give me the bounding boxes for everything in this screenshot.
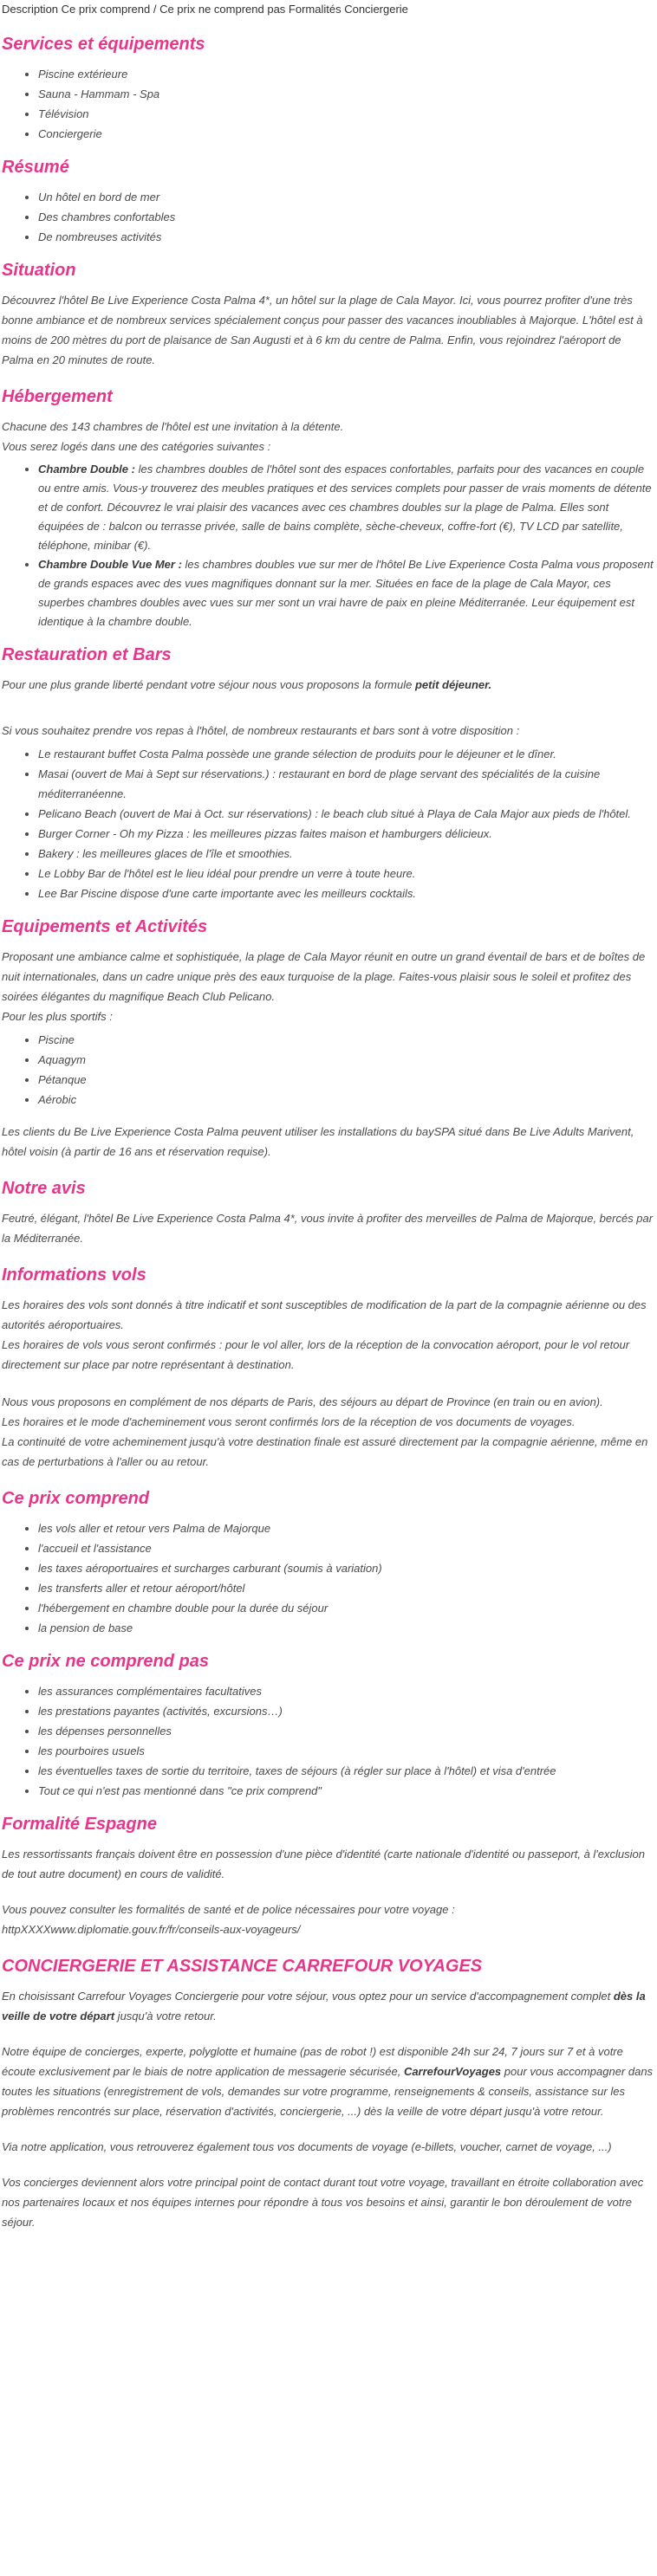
resume-list bbox=[2, 187, 655, 247]
equipements-text: Proposant une ambiance calme et sophistiquée, la plage de Cala Mayor réunit en outre un grand éventail de bars et de boîtes de nuit internationales, dans un cadre unique près des eaux turquoise de la plage. Faites-vous plaisir sous le soleil et profitez des soirées élégantes du magnifique Beach Club Pelicano. bbox=[2, 950, 646, 1003]
vols-p4: Les horaires et le mode d'acheminement vous seront confirmés lors de la réception de vos documents de voyages. bbox=[2, 1415, 576, 1428]
section-situation bbox=[2, 259, 655, 370]
list-item: • les dépenses personnelles bbox=[38, 1721, 655, 1741]
vols-p3: Nous vous proposons en complément de nos départs de Paris, des séjours au départ de Province (en train ou en avion). bbox=[2, 1395, 603, 1408]
section-comprend bbox=[2, 1487, 655, 1638]
conciergerie-p3: Via notre application, vous retrouverez également tous vos documents de voyage (e-billets, voucher, carnet de voyage, ...) bbox=[2, 2140, 612, 2153]
list-item: • Bakery : les meilleures glaces de l'île et smoothies. bbox=[38, 844, 655, 864]
formalite-p2: Vous pouvez consulter les formalités de santé et de police nécessaires pour votre voyage : bbox=[2, 1903, 455, 1916]
list-item: • les pourboires usuels bbox=[38, 1741, 655, 1761]
list-item: • les éventuelles taxes de sortie du territoire, taxes de séjours (à régler sur place à l'hôtel) et visa d'entrée bbox=[38, 1761, 655, 1781]
list-item: • De nombreuses activités bbox=[38, 227, 655, 247]
hebergement-intro bbox=[2, 417, 655, 456]
room-item bbox=[38, 555, 655, 631]
list-item: • les vols aller et retour vers Palma de Majorque bbox=[38, 1518, 655, 1538]
avis-heading: Notre avis bbox=[2, 1179, 86, 1198]
room-text: les chambres doubles de l'hôtel sont des espaces confortables, parfaits pour des vacances en couple ou entre amis. Vous-y trouverez des meubles pratiques et des services complets pour passer de vrais moments de détente et de confort. Découvrez le vrai plaisir des vacances avec ces chambres doubles sur la plage de Palma. Elles sont équipées de : balcon ou terrasse privée, salle de bains complète, sèche-cheveux, coffre-fort (€), TV LCD par satellite, téléphone, minibar (€). bbox=[38, 463, 652, 552]
section-avis bbox=[2, 1177, 655, 1248]
list-item: • les assurances complémentaires facultatives bbox=[38, 1681, 655, 1701]
section-restauration bbox=[2, 644, 655, 903]
list-item: • Aquagym bbox=[38, 1050, 655, 1070]
list-item: • Lee Bar Piscine dispose d'une carte importante avec les meilleurs cocktails. bbox=[38, 883, 655, 903]
list-item: • les transferts aller et retour aéroport/hôtel bbox=[38, 1578, 655, 1598]
conciergerie-p1-bold: dès la veille de votre départ bbox=[2, 1990, 646, 2023]
conciergerie-p1-end: jusqu'à votre retour. bbox=[114, 2010, 217, 2023]
conciergerie-p1 bbox=[2, 1986, 655, 2026]
section-conciergerie bbox=[2, 1955, 655, 2232]
services-heading: Services et équipements bbox=[2, 35, 205, 54]
list-item: • Télévision bbox=[38, 104, 655, 124]
vols-p1: Les horaires des vols sont donnés à titre indicatif et sont susceptibles de modification de la part de la compagnie aérienne ou des autorités aéroportuaires. bbox=[2, 1298, 647, 1331]
hebergement-intro-2: Vous serez logés dans une des catégories suivantes : bbox=[2, 440, 271, 453]
list-item: • Tout ce qui n'est pas mentionné dans "ce prix comprend" bbox=[38, 1781, 655, 1801]
avis-text: Feutré, élégant, l'hôtel Be Live Experience Costa Palma 4*, vous invite à profiter des merveilles de Palma de Majorque, bercés par la Méditerranée. bbox=[2, 1212, 654, 1245]
section-formalite bbox=[2, 1813, 655, 1939]
list-item: • Pelicano Beach (ouvert de Mai à Oct. sur réservations) : le beach club situé à Playa de Cala Major aux pieds de l'hôtel. bbox=[38, 804, 655, 824]
conciergerie-p2-bold: CarrefourVoyages bbox=[403, 2065, 502, 2078]
tabs-line: Description Ce prix comprend / Ce prix ne comprend pas Formalités Conciergerie bbox=[2, 3, 408, 16]
room-item bbox=[38, 460, 655, 555]
sports-list bbox=[2, 1030, 655, 1110]
vols-p5: La continuité de votre acheminement jusqu'à votre destination finale est assuré directement par la compagnie aérienne, même en cas de perturbations à l'aller ou au retour. bbox=[2, 1435, 648, 1468]
restaurants-list bbox=[2, 744, 655, 903]
equipements-text-block bbox=[2, 947, 655, 1026]
ne-comprend-heading: Ce prix ne comprend pas bbox=[2, 1652, 209, 1671]
restauration-heading: Restauration et Bars bbox=[2, 645, 172, 664]
list-item: • Aérobic bbox=[38, 1090, 655, 1110]
vols-p2: Les horaires de vols vous seront confirmés : pour le vol aller, lors de la réception de la convocation aéroport, pour le vol retour directement sur place par notre représentant à destination. bbox=[2, 1338, 630, 1371]
list-item: • Un hôtel en bord de mer bbox=[38, 187, 655, 207]
list-item: • Pétanque bbox=[38, 1070, 655, 1090]
list-item: • Le restaurant buffet Costa Palma possède une grande sélection de produits pour le déjeuner et le dîner. bbox=[38, 744, 655, 764]
list-item: • la pension de base bbox=[38, 1618, 655, 1638]
list-item: • Piscine bbox=[38, 1030, 655, 1050]
formalite-heading: Formalité Espagne bbox=[2, 1815, 157, 1834]
list-item: • Sauna - Hammam - Spa bbox=[38, 84, 655, 104]
spa-text: Les clients du Be Live Experience Costa Palma peuvent utiliser les installations du baySPA situé dans Be Live Adults Marivent, hôtel voisin (à partir de 16 ans et réservation requise). bbox=[2, 1125, 634, 1158]
list-item: • Le Lobby Bar de l'hôtel est le lieu idéal pour prendre un verre à toute heure. bbox=[38, 864, 655, 883]
restauration-intro-2: Si vous souhaitez prendre vos repas à l'hôtel, de nombreux restaurants et bars sont à votre disposition : bbox=[2, 724, 520, 737]
room-text: les chambres doubles vue sur mer de l'hôtel Be Live Experience Costa Palma vous proposent de grands espaces avec des vues magnifiques donnant sur la mer. Situées en face de la plage de Cala Mayor, ces superbes chambres doubles avec vues sur mer sont un vrai havre de paix en pleine Méditerranée. Leur équipement est identique à la chambre double. bbox=[38, 558, 654, 628]
situation-heading: Situation bbox=[2, 261, 76, 280]
list-item: • Conciergerie bbox=[38, 124, 655, 144]
formalite-link: httpXXXXwww.diplomatie.gouv.fr/fr/conseils-aux-voyageurs/ bbox=[2, 1923, 301, 1936]
vols-block-1 bbox=[2, 1295, 655, 1375]
list-item: • Burger Corner - Oh my Pizza : les meilleures pizzas faites maison et hamburgers délicieux. bbox=[38, 824, 655, 844]
conciergerie-p2-end: pour vous accompagner dans toutes les situations (enregistrement de vols, demandes sur votre programme, renseignements & conseils, assistance sur les problèmes rencontrés sur place, réservation d'activités, conciergerie, ...) dès la veille de votre départ jusqu'à votre retour. bbox=[2, 2065, 654, 2118]
section-equipements bbox=[2, 916, 655, 1162]
ne-comprend-list bbox=[2, 1681, 655, 1801]
list-item: • l'hébergement en chambre double pour la durée du séjour bbox=[38, 1598, 655, 1618]
conciergerie-p2-text: Notre équipe de concierges, experte, polyglotte et humaine (pas de robot !) est disponible 24h sur 24, 7 jours sur 7 et à votre écoute exclusivement par le biais de notre application de messagerie sécurisée, bbox=[2, 2045, 623, 2078]
room-name: Chambre Double : bbox=[38, 463, 135, 476]
formalite-p1: Les ressortissants français doivent être en possession d'une pièce d'identité (carte nationale d'identité ou passeport, à l'exclusion de tout autre document) en cours de validité. bbox=[2, 1848, 645, 1880]
spacer bbox=[2, 703, 655, 721]
section-services bbox=[2, 33, 655, 144]
conciergerie-p2 bbox=[2, 2042, 655, 2121]
restauration-intro-text: Pour une plus grande liberté pendant votre séjour nous vous proposons la formule bbox=[2, 678, 415, 691]
conciergerie-p1-text: En choisissant Carrefour Voyages Conciergerie pour votre séjour, vous optez pour un service d'accompagnement complet bbox=[2, 1990, 614, 2003]
hebergement-intro-1: Chacune des 143 chambres de l'hôtel est une invitation à la détente. bbox=[2, 420, 344, 433]
hebergement-heading: Hébergement bbox=[2, 387, 113, 406]
vols-heading: Informations vols bbox=[2, 1265, 146, 1285]
section-vols bbox=[2, 1264, 655, 1472]
equipements-heading: Equipements et Activités bbox=[2, 917, 208, 936]
resume-heading: Résumé bbox=[2, 158, 69, 177]
situation-text: Découvrez l'hôtel Be Live Experience Costa Palma 4*, un hôtel sur la plage de Cala Mayor. Ici, vous pourrez profiter d'une très bonne ambiance et de nombreux services spécialement conçus pour passer des vacances inoubliables à Majorque. L'hôtel est à moins de 200 mètres du port de plaisance de San Augusti et à 6 km du centre de Palma. Enfin, vous rejoindrez l'aéroport de Palma en 20 minutes de route. bbox=[2, 294, 643, 366]
comprend-list bbox=[2, 1518, 655, 1638]
restauration-intro bbox=[2, 675, 655, 695]
list-item: • Des chambres confortables bbox=[38, 207, 655, 227]
restauration-intro-bold: petit déjeuner. bbox=[414, 678, 492, 691]
list-item: • Masai (ouvert de Mai à Sept sur réservations.) : restaurant en bord de plage servant des spécialités de la cuisine méditerranéenne. bbox=[38, 764, 655, 804]
comprend-heading: Ce prix comprend bbox=[2, 1489, 150, 1508]
list-item: • l'accueil et l'assistance bbox=[38, 1538, 655, 1558]
spacer bbox=[2, 1375, 655, 1392]
vols-block-2 bbox=[2, 1392, 655, 1472]
services-list bbox=[2, 64, 655, 144]
list-item: • les prestations payantes (activités, excursions…) bbox=[38, 1701, 655, 1721]
list-item: • les taxes aéroportuaires et surcharges carburant (soumis à variation) bbox=[38, 1558, 655, 1578]
section-hebergement bbox=[2, 385, 655, 631]
list-item: • Piscine extérieure bbox=[38, 64, 655, 84]
section-ne-comprend bbox=[2, 1650, 655, 1801]
conciergerie-p4: Vos concierges deviennent alors votre principal point de contact durant tout votre voyage, travaillant en étroite collaboration avec nos partenaires locaux et nos équipes internes pour répondre à tous vos besoins et ainsi, garantir le bon déroulement de votre séjour. bbox=[2, 2176, 644, 2229]
sports-intro: Pour les plus sportifs : bbox=[2, 1010, 113, 1023]
conciergerie-heading: CONCIERGERIE ET ASSISTANCE CARREFOUR VOYAGES bbox=[2, 1957, 483, 1976]
formalite-block bbox=[2, 1900, 655, 1939]
section-resume bbox=[2, 156, 655, 247]
room-name: Chambre Double Vue Mer : bbox=[38, 558, 182, 571]
rooms-list bbox=[2, 460, 655, 631]
